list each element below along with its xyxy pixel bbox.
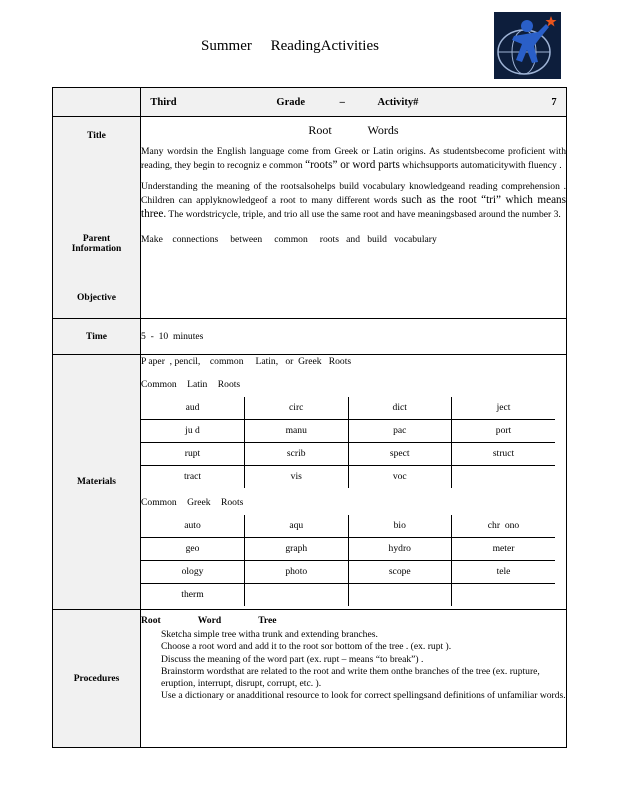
latin-root-cell — [452, 465, 556, 488]
procedure-step-text: Brainstorm wordsthat are related to the root and write them onthe branches of the tree (ex. rupture, eruption, interrupt, disrupt, corrupt, etc. ). — [161, 665, 540, 690]
procedures-label: Procedures — [73, 673, 120, 684]
latin-root-row — [141, 419, 555, 442]
greek-root-cell — [245, 583, 349, 606]
time-label-cell — [53, 319, 141, 355]
latin-root-cell: scrib — [245, 442, 349, 465]
greek-root-cell: bio — [348, 515, 452, 538]
latin-root-cell: circ — [245, 397, 349, 420]
latin-roots-label: Common Latin Roots — [141, 378, 241, 390]
greek-root-row — [141, 537, 555, 560]
greek-root-cell: chr ono — [452, 515, 556, 538]
greek-roots-table — [141, 515, 555, 606]
procedure-step-text: Discuss the meaning of the word part (ex. rupt – means “to break”) . — [161, 653, 424, 665]
greek-root-cell: auto — [141, 515, 245, 538]
latin-root-cell: pac — [348, 419, 452, 442]
time-value: 5 - 10 minutes — [141, 330, 204, 342]
grade-activity-header — [141, 88, 567, 117]
parent-text-emphasis: such as the root “tri” which means three. — [141, 193, 566, 220]
parent-information-label: Parent Information — [71, 234, 122, 254]
latin-root-cell: struct — [452, 442, 556, 465]
objective-label: Objective — [76, 293, 117, 303]
greek-root-row — [141, 560, 555, 583]
latin-root-cell: manu — [245, 419, 349, 442]
latin-root-cell: spect — [348, 442, 452, 465]
greek-root-cell: photo — [245, 560, 349, 583]
greek-root-cell: geo — [141, 537, 245, 560]
latin-root-cell: tract — [183, 470, 202, 482]
activity-table — [52, 87, 567, 748]
time-label: Time — [86, 331, 107, 342]
reading-figure-logo — [494, 12, 561, 79]
procedure-step — [141, 654, 566, 666]
procedure-step-text: Sketcha simple tree witha trunk and extending branches. — [161, 628, 378, 640]
materials-list: P aper , pencil, common Latin, or Greek Roots — [141, 356, 352, 367]
parent-info-paragraph-1 — [141, 146, 566, 172]
procedure-step — [141, 629, 566, 641]
parent-text: The wordstricycle, triple, and trio all use the same root and have meaningsbased around the number 3. — [166, 208, 561, 220]
latin-root-cell: dict — [348, 397, 452, 420]
objective-text: Make connections between common roots and build vocabulary — [141, 233, 437, 245]
parent-text-emphasis: “roots” or word parts — [305, 158, 400, 171]
title-label: Title — [87, 131, 106, 141]
procedure-step-text: Choose a root word and add it to the root sor bottom of the tree . (ex. rupt ). — [161, 641, 452, 653]
greek-root-cell: tele — [452, 560, 556, 583]
header-label-cell — [53, 88, 141, 117]
greek-root-cell: ology — [141, 560, 245, 583]
procedure-step — [141, 666, 566, 691]
materials-label-cell — [53, 355, 141, 610]
procedure-steps — [141, 629, 566, 703]
latin-root-cell: vis — [245, 465, 349, 488]
latin-root-cell: rupt — [141, 442, 245, 465]
activity-title: Root Words — [308, 123, 399, 137]
procedure-step — [141, 690, 566, 702]
latin-root-cell: voc — [348, 465, 452, 488]
parent-text: Understanding the meaning of the rootsalsohelps build vocabulary knowledgeand reading comprehension . Children can applyknowledgeof a root to many different words — [141, 180, 566, 206]
materials-label: Materials — [76, 477, 117, 487]
greek-root-row — [141, 515, 555, 538]
greek-roots-label: Common Greek Roots — [141, 496, 244, 508]
procedures-label-cell — [53, 610, 141, 748]
parent-text: Many wordsin the English language come from Greek or Latin origins. As studentsbecome proficient with reading, they begin to recogniz e common — [141, 146, 566, 171]
title-parent-objective-content — [141, 117, 567, 319]
latin-root-row — [141, 397, 555, 420]
materials-content — [141, 355, 567, 610]
procedure-step-text: Use a dictionary or anadditional resource to look for correct spellingsand definitions of unfamiliar words. — [161, 690, 566, 702]
title-parent-objective-labels — [53, 117, 141, 319]
grade-text: Third Grade — [150, 96, 305, 108]
latin-root-cell: aud — [141, 397, 245, 420]
latin-root-cell: ject — [452, 397, 556, 420]
greek-root-cell — [348, 583, 452, 606]
latin-roots-table — [141, 397, 555, 488]
greek-root-row — [141, 583, 555, 606]
greek-root-cell: scope — [348, 560, 452, 583]
greek-root-cell: hydro — [348, 537, 452, 560]
activity-number: – Activity# 7 — [339, 96, 557, 108]
latin-root-row — [141, 465, 555, 488]
time-content — [141, 319, 567, 355]
parent-text: whichsupports automaticitywith fluency . — [399, 159, 562, 171]
parent-info-paragraph-2 — [141, 181, 566, 221]
greek-root-cell: graph — [245, 537, 349, 560]
greek-root-cell: aqu — [245, 515, 349, 538]
procedure-step — [141, 641, 566, 653]
procedures-content — [141, 610, 567, 748]
latin-root-row — [141, 442, 555, 465]
latin-root-cell: port — [452, 419, 556, 442]
greek-root-cell: therm — [181, 588, 204, 600]
greek-root-cell: meter — [452, 537, 556, 560]
root-word-tree-title: Root Word Tree — [141, 615, 277, 626]
greek-root-cell — [452, 583, 556, 606]
latin-root-cell: ju d — [141, 419, 245, 442]
page-title: Summer ReadingActivities — [201, 38, 379, 54]
